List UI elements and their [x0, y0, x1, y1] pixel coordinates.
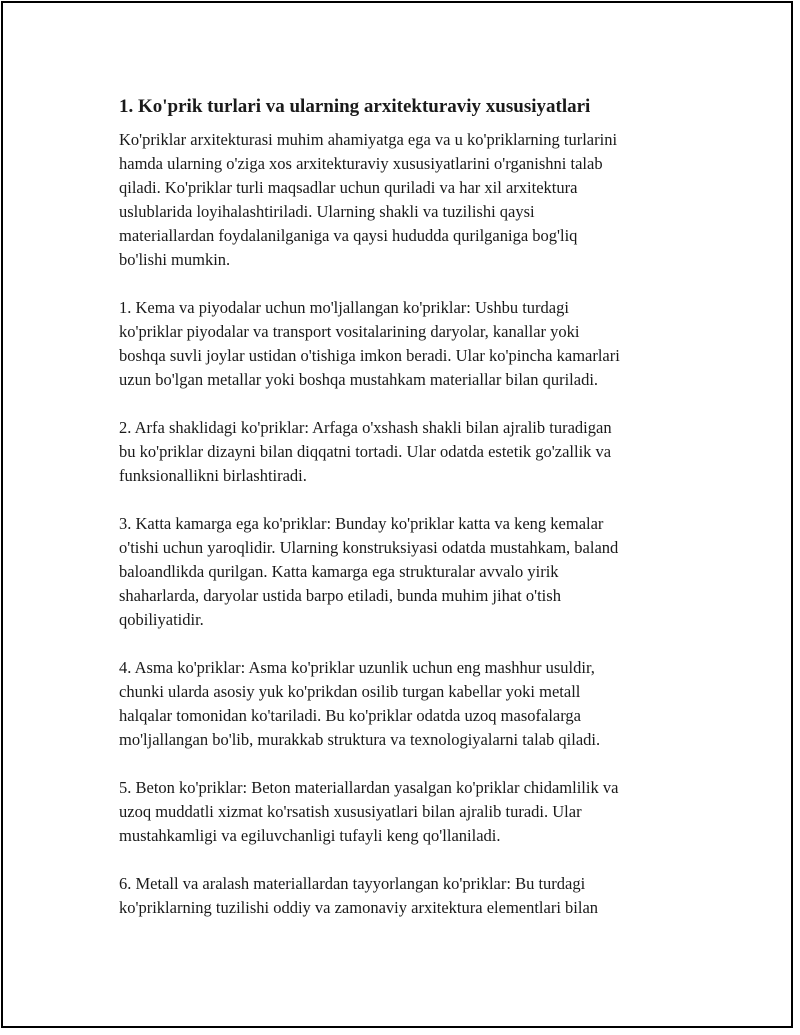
text-line: ko'priklarning tuzilishi oddiy va zamonaviy arxitektura elementlari bilan [119, 898, 599, 917]
text-line: Ko'priklar arxitekturasi muhim ahamiyatga ega va u ko'priklarning turlarini [119, 130, 618, 149]
text-line: mustahkamligi va egiluvchanligi tufayli keng qo'llaniladi. [119, 826, 501, 845]
text-line: bu ko'priklar dizayni bilan diqqatni tortadi. Ular odatda estetik go'zallik va [119, 442, 612, 461]
text-line: chunki ularda asosiy yuk ko'prikdan osilib turgan kabellar yoki metall [119, 682, 581, 701]
text-line: 2. Arfa shaklidagi ko'priklar: Arfaga o'xshash shakli bilan ajralib turadigan [119, 418, 612, 437]
text-line: funksionallikni birlashtiradi. [119, 466, 307, 485]
document-title: 1. Ko'prik turlari va ularning arxitekturaviy xususiyatlari [119, 96, 591, 117]
text-line: boshqa suvli joylar ustidan o'tishiga imkon beradi. Ular ko'pincha kamarlari [119, 346, 620, 365]
text-line: halqalar tomonidan ko'tariladi. Bu ko'priklar odatda uzoq masofalarga [119, 706, 581, 725]
text-line: 1. Kema va piyodalar uchun mo'ljallangan ko'priklar: Ushbu turdagi [119, 298, 569, 317]
document-body [119, 95, 689, 944]
text-line: ko'priklar piyodalar va transport vositalarining daryolar, kanallar yoki [119, 322, 580, 341]
text-line: qiladi. Ko'priklar turli maqsadlar uchun quriladi va har xil arxitektura [119, 178, 578, 197]
paragraph-item-4 [119, 656, 689, 752]
text-line: qobiliyatidir. [119, 610, 204, 629]
paragraph-intro [119, 128, 689, 272]
text-line: uzoq muddatli xizmat ko'rsatish xususiyatlari bilan ajralib turadi. Ular [119, 802, 582, 821]
text-line: mo'ljallangan bo'lib, murakkab struktura va texnologiyalarni talab qiladi. [119, 730, 601, 749]
text-line: baloandlikda qurilgan. Katta kamarga ega strukturalar avvalo yirik [119, 562, 559, 581]
text-line: uslublarida loyihalashtiriladi. Ularning shakli va tuzilishi qaysi [119, 202, 535, 221]
paragraph-item-5 [119, 776, 689, 848]
paragraph-item-6 [119, 872, 689, 920]
text-line: 3. Katta kamarga ega ko'priklar: Bunday ko'priklar katta va keng kemalar [119, 514, 604, 533]
paragraph-item-1 [119, 296, 689, 392]
text-line: o'tishi uchun yaroqlidir. Ularning konstruksiyasi odatda mustahkam, baland [119, 538, 619, 557]
paragraph-item-2 [119, 416, 689, 488]
text-line: 5. Beton ko'priklar: Beton materiallardan yasalgan ko'priklar chidamlilik va [119, 778, 619, 797]
text-line: 4. Asma ko'priklar: Asma ko'priklar uzunlik uchun eng mashhur usuldir, [119, 658, 595, 677]
paragraph-item-3 [119, 512, 689, 632]
text-line: bo'lishi mumkin. [119, 250, 231, 269]
text-line: shaharlarda, daryolar ustida barpo etiladi, bunda muhim jihat o'tish [119, 586, 561, 605]
text-line: materiallardan foydalanilganiga va qaysi hududda qurilganiga bog'liq [119, 226, 578, 245]
text-line: hamda ularning o'ziga xos arxitekturaviy xususiyatlarini o'rganishni talab [119, 154, 603, 173]
text-line: 6. Metall va aralash materiallardan tayyorlangan ko'priklar: Bu turdagi [119, 874, 586, 893]
text-line: uzun bo'lgan metallar yoki boshqa mustahkam materiallar bilan quriladi. [119, 370, 599, 389]
